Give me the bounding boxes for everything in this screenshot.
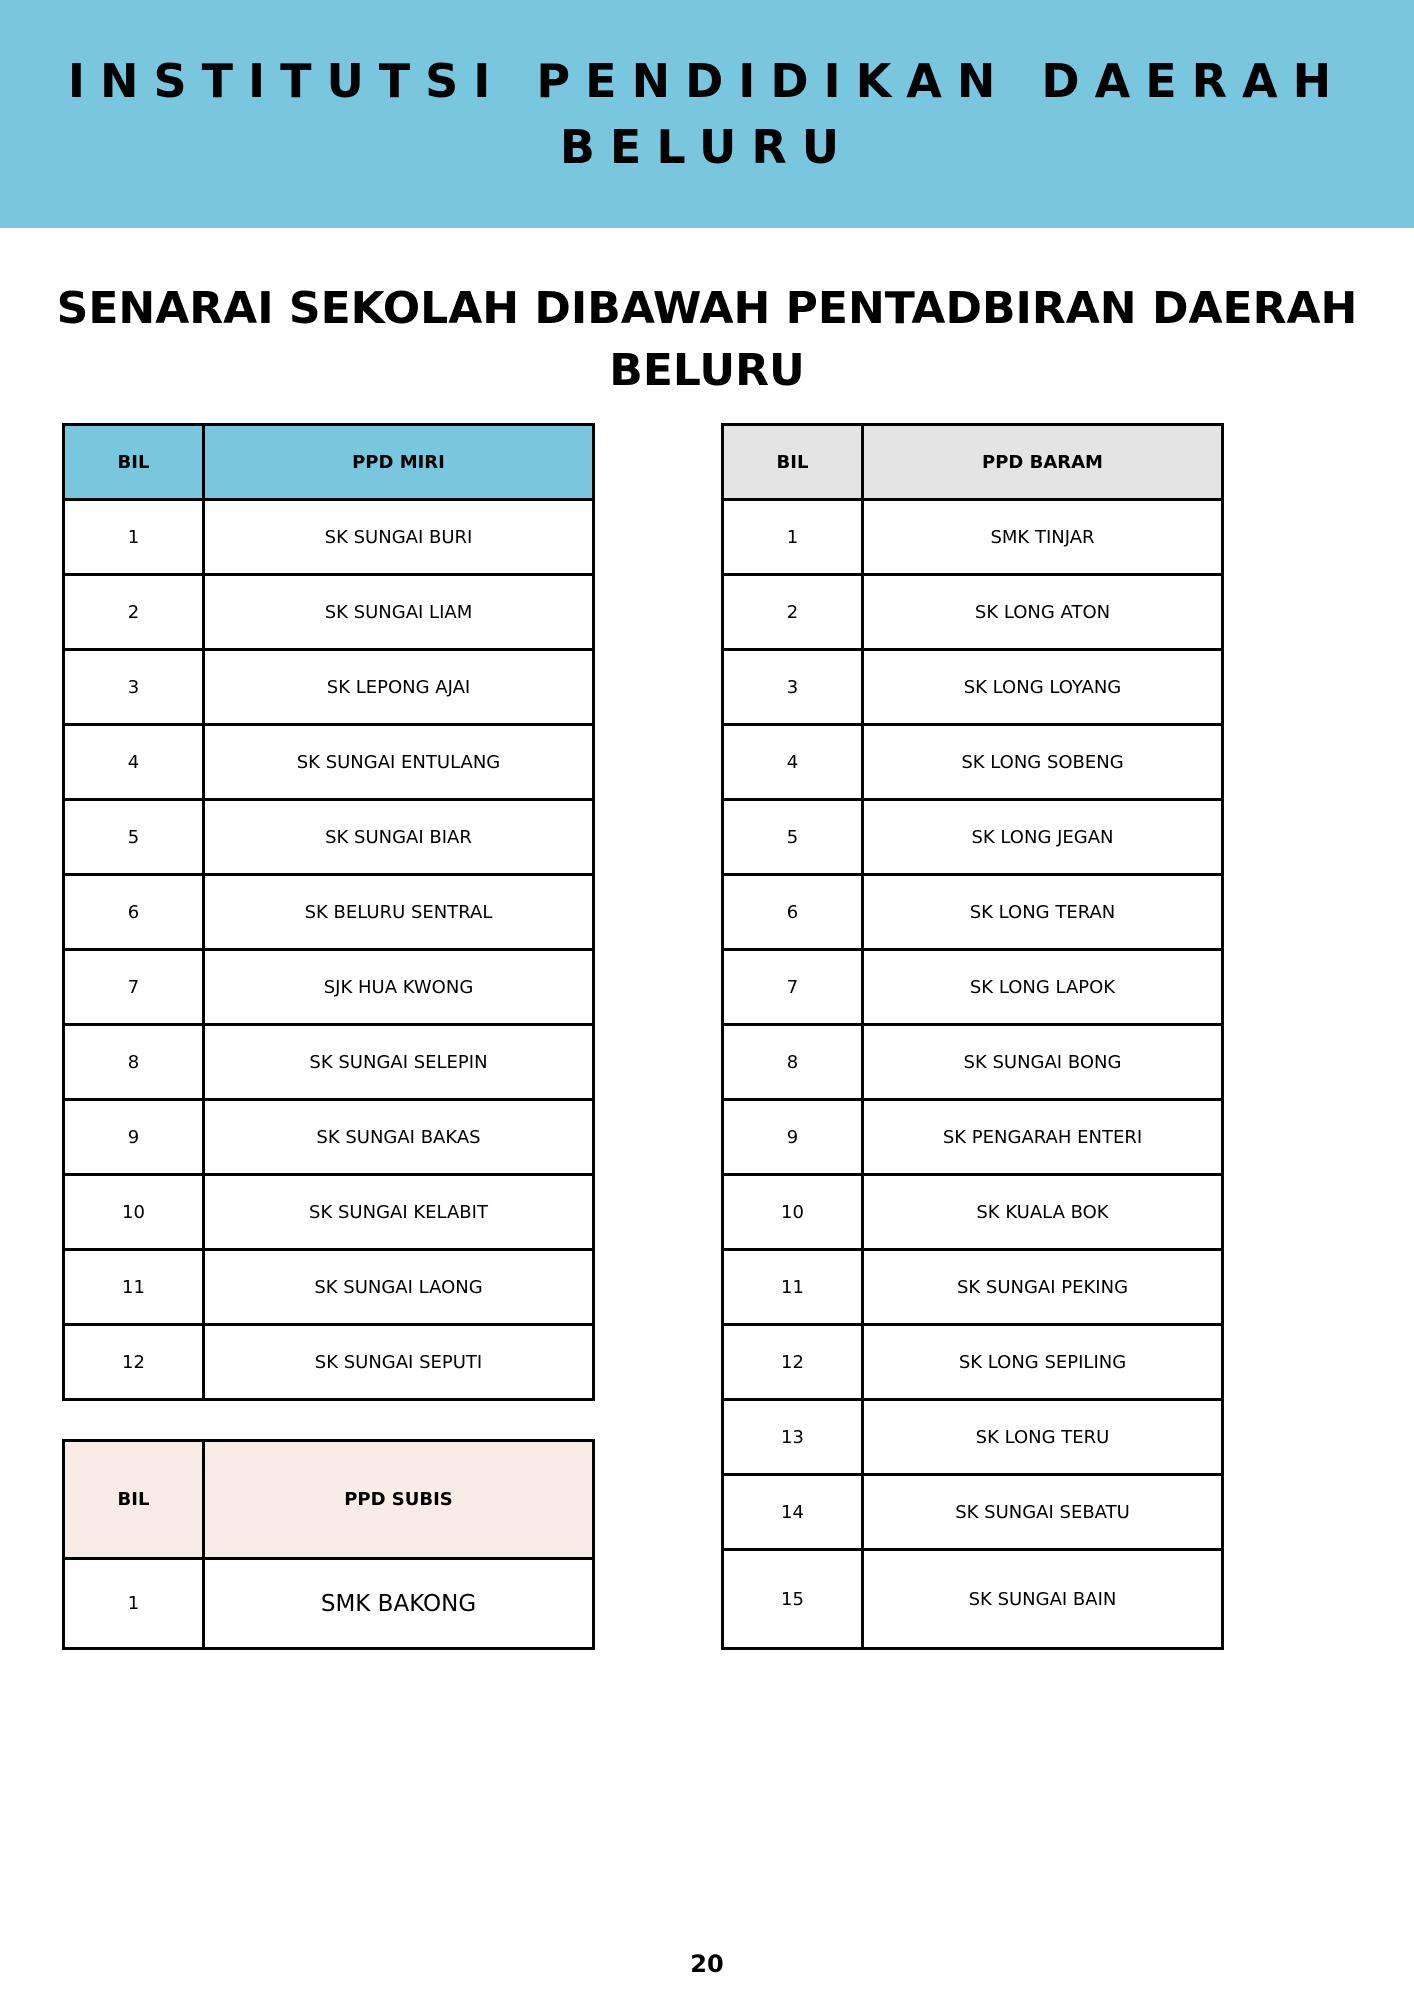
row-bil: 3 bbox=[723, 650, 863, 725]
row-school-name: SK BELURU SENTRAL bbox=[204, 875, 594, 950]
row-bil: 11 bbox=[64, 1250, 204, 1325]
table-row bbox=[64, 875, 594, 950]
row-school-name: SK SUNGAI BAKAS bbox=[204, 1100, 594, 1175]
row-school-name: SK LEPONG AJAI bbox=[204, 650, 594, 725]
row-bil: 12 bbox=[723, 1325, 863, 1400]
row-bil: 5 bbox=[723, 800, 863, 875]
row-school-name: SK PENGARAH ENTERI bbox=[863, 1100, 1223, 1175]
ppd-baram-table bbox=[721, 423, 1224, 1650]
row-school-name: SK SUNGAI BIAR bbox=[204, 800, 594, 875]
table-row bbox=[723, 1400, 1223, 1475]
header-banner bbox=[0, 0, 1414, 228]
table-row bbox=[723, 1175, 1223, 1250]
row-school-name: SK SUNGAI BURI bbox=[204, 500, 594, 575]
table-row bbox=[64, 1325, 594, 1400]
row-school-name: SK SUNGAI PEKING bbox=[863, 1250, 1223, 1325]
table-row bbox=[64, 950, 594, 1025]
table-row bbox=[723, 500, 1223, 575]
table-row bbox=[64, 1559, 594, 1649]
row-bil: 10 bbox=[723, 1175, 863, 1250]
row-school-name: SK LONG SOBENG bbox=[863, 725, 1223, 800]
ppd-miri-table bbox=[62, 423, 595, 1401]
row-bil: 14 bbox=[723, 1475, 863, 1550]
page-title bbox=[40, 278, 1374, 402]
row-school-name: SK SUNGAI LAONG bbox=[204, 1250, 594, 1325]
row-bil: 9 bbox=[64, 1100, 204, 1175]
row-bil: 10 bbox=[64, 1175, 204, 1250]
row-bil: 6 bbox=[723, 875, 863, 950]
row-school-name: SJK HUA KWONG bbox=[204, 950, 594, 1025]
table-row bbox=[723, 875, 1223, 950]
table-row bbox=[723, 650, 1223, 725]
row-school-name: SK SUNGAI LIAM bbox=[204, 575, 594, 650]
table-row bbox=[723, 950, 1223, 1025]
row-school-name: SK SUNGAI SEBATU bbox=[863, 1475, 1223, 1550]
ppd-subis-table bbox=[62, 1439, 595, 1650]
table-row bbox=[64, 725, 594, 800]
row-bil: 7 bbox=[723, 950, 863, 1025]
page-number: 20 bbox=[690, 1950, 724, 1978]
row-bil: 6 bbox=[64, 875, 204, 950]
banner-title-line-2: BELURU bbox=[559, 120, 855, 174]
table-row bbox=[64, 1100, 594, 1175]
row-school-name: SK SUNGAI BONG bbox=[863, 1025, 1223, 1100]
table-row bbox=[723, 575, 1223, 650]
row-bil: 2 bbox=[723, 575, 863, 650]
row-bil: 11 bbox=[723, 1250, 863, 1325]
row-school-name: SK SUNGAI ENTULANG bbox=[204, 725, 594, 800]
header-bil: BIL bbox=[64, 425, 204, 500]
page-title-line-2: BELURU bbox=[609, 345, 805, 396]
row-school-name: SK SUNGAI BAIN bbox=[863, 1550, 1223, 1649]
row-school-name: SK KUALA BOK bbox=[863, 1175, 1223, 1250]
table-header-row bbox=[64, 425, 594, 500]
table-row bbox=[723, 1250, 1223, 1325]
header-bil: BIL bbox=[723, 425, 863, 500]
table-row bbox=[723, 1475, 1223, 1550]
page-title-line-1: SENARAI SEKOLAH DIBAWAH PENTADBIRAN DAERAH bbox=[56, 283, 1358, 334]
table-header-row bbox=[723, 425, 1223, 500]
row-bil: 4 bbox=[723, 725, 863, 800]
table-row bbox=[723, 1325, 1223, 1400]
row-bil: 15 bbox=[723, 1550, 863, 1649]
banner-title-line-1: INSTITUTSI PENDIDIKAN DAERAH bbox=[67, 54, 1347, 108]
row-bil: 4 bbox=[64, 725, 204, 800]
table-row bbox=[64, 1175, 594, 1250]
table-row bbox=[723, 1550, 1223, 1649]
row-bil: 9 bbox=[723, 1100, 863, 1175]
row-bil: 1 bbox=[64, 500, 204, 575]
row-school-name: SK LONG SEPILING bbox=[863, 1325, 1223, 1400]
table-row bbox=[64, 800, 594, 875]
row-bil: 1 bbox=[723, 500, 863, 575]
table-row bbox=[64, 650, 594, 725]
row-school-name: SK SUNGAI SELEPIN bbox=[204, 1025, 594, 1100]
header-ppd-name: PPD SUBIS bbox=[204, 1441, 594, 1559]
row-bil: 5 bbox=[64, 800, 204, 875]
row-school-name: SK LONG LAPOK bbox=[863, 950, 1223, 1025]
row-bil: 13 bbox=[723, 1400, 863, 1475]
table-row bbox=[723, 725, 1223, 800]
header-ppd-name: PPD BARAM bbox=[863, 425, 1223, 500]
row-school-name: SK SUNGAI KELABIT bbox=[204, 1175, 594, 1250]
row-bil: 7 bbox=[64, 950, 204, 1025]
row-school-name: SMK BAKONG bbox=[204, 1559, 594, 1649]
row-bil: 12 bbox=[64, 1325, 204, 1400]
table-row bbox=[723, 800, 1223, 875]
banner-title bbox=[0, 48, 1414, 180]
table-row bbox=[64, 500, 594, 575]
row-school-name: SK LONG LOYANG bbox=[863, 650, 1223, 725]
table-header-row bbox=[64, 1441, 594, 1559]
row-bil: 1 bbox=[64, 1559, 204, 1649]
header-bil: BIL bbox=[64, 1441, 204, 1559]
row-bil: 8 bbox=[723, 1025, 863, 1100]
row-school-name: SK LONG JEGAN bbox=[863, 800, 1223, 875]
row-bil: 8 bbox=[64, 1025, 204, 1100]
row-school-name: SK LONG TERU bbox=[863, 1400, 1223, 1475]
row-school-name: SK SUNGAI SEPUTI bbox=[204, 1325, 594, 1400]
row-bil: 2 bbox=[64, 575, 204, 650]
table-row bbox=[723, 1025, 1223, 1100]
row-school-name: SMK TINJAR bbox=[863, 500, 1223, 575]
table-row bbox=[64, 1250, 594, 1325]
row-school-name: SK LONG ATON bbox=[863, 575, 1223, 650]
table-row bbox=[64, 1025, 594, 1100]
header-ppd-name: PPD MIRI bbox=[204, 425, 594, 500]
table-row bbox=[723, 1100, 1223, 1175]
table-row bbox=[64, 575, 594, 650]
row-school-name: SK LONG TERAN bbox=[863, 875, 1223, 950]
row-bil: 3 bbox=[64, 650, 204, 725]
